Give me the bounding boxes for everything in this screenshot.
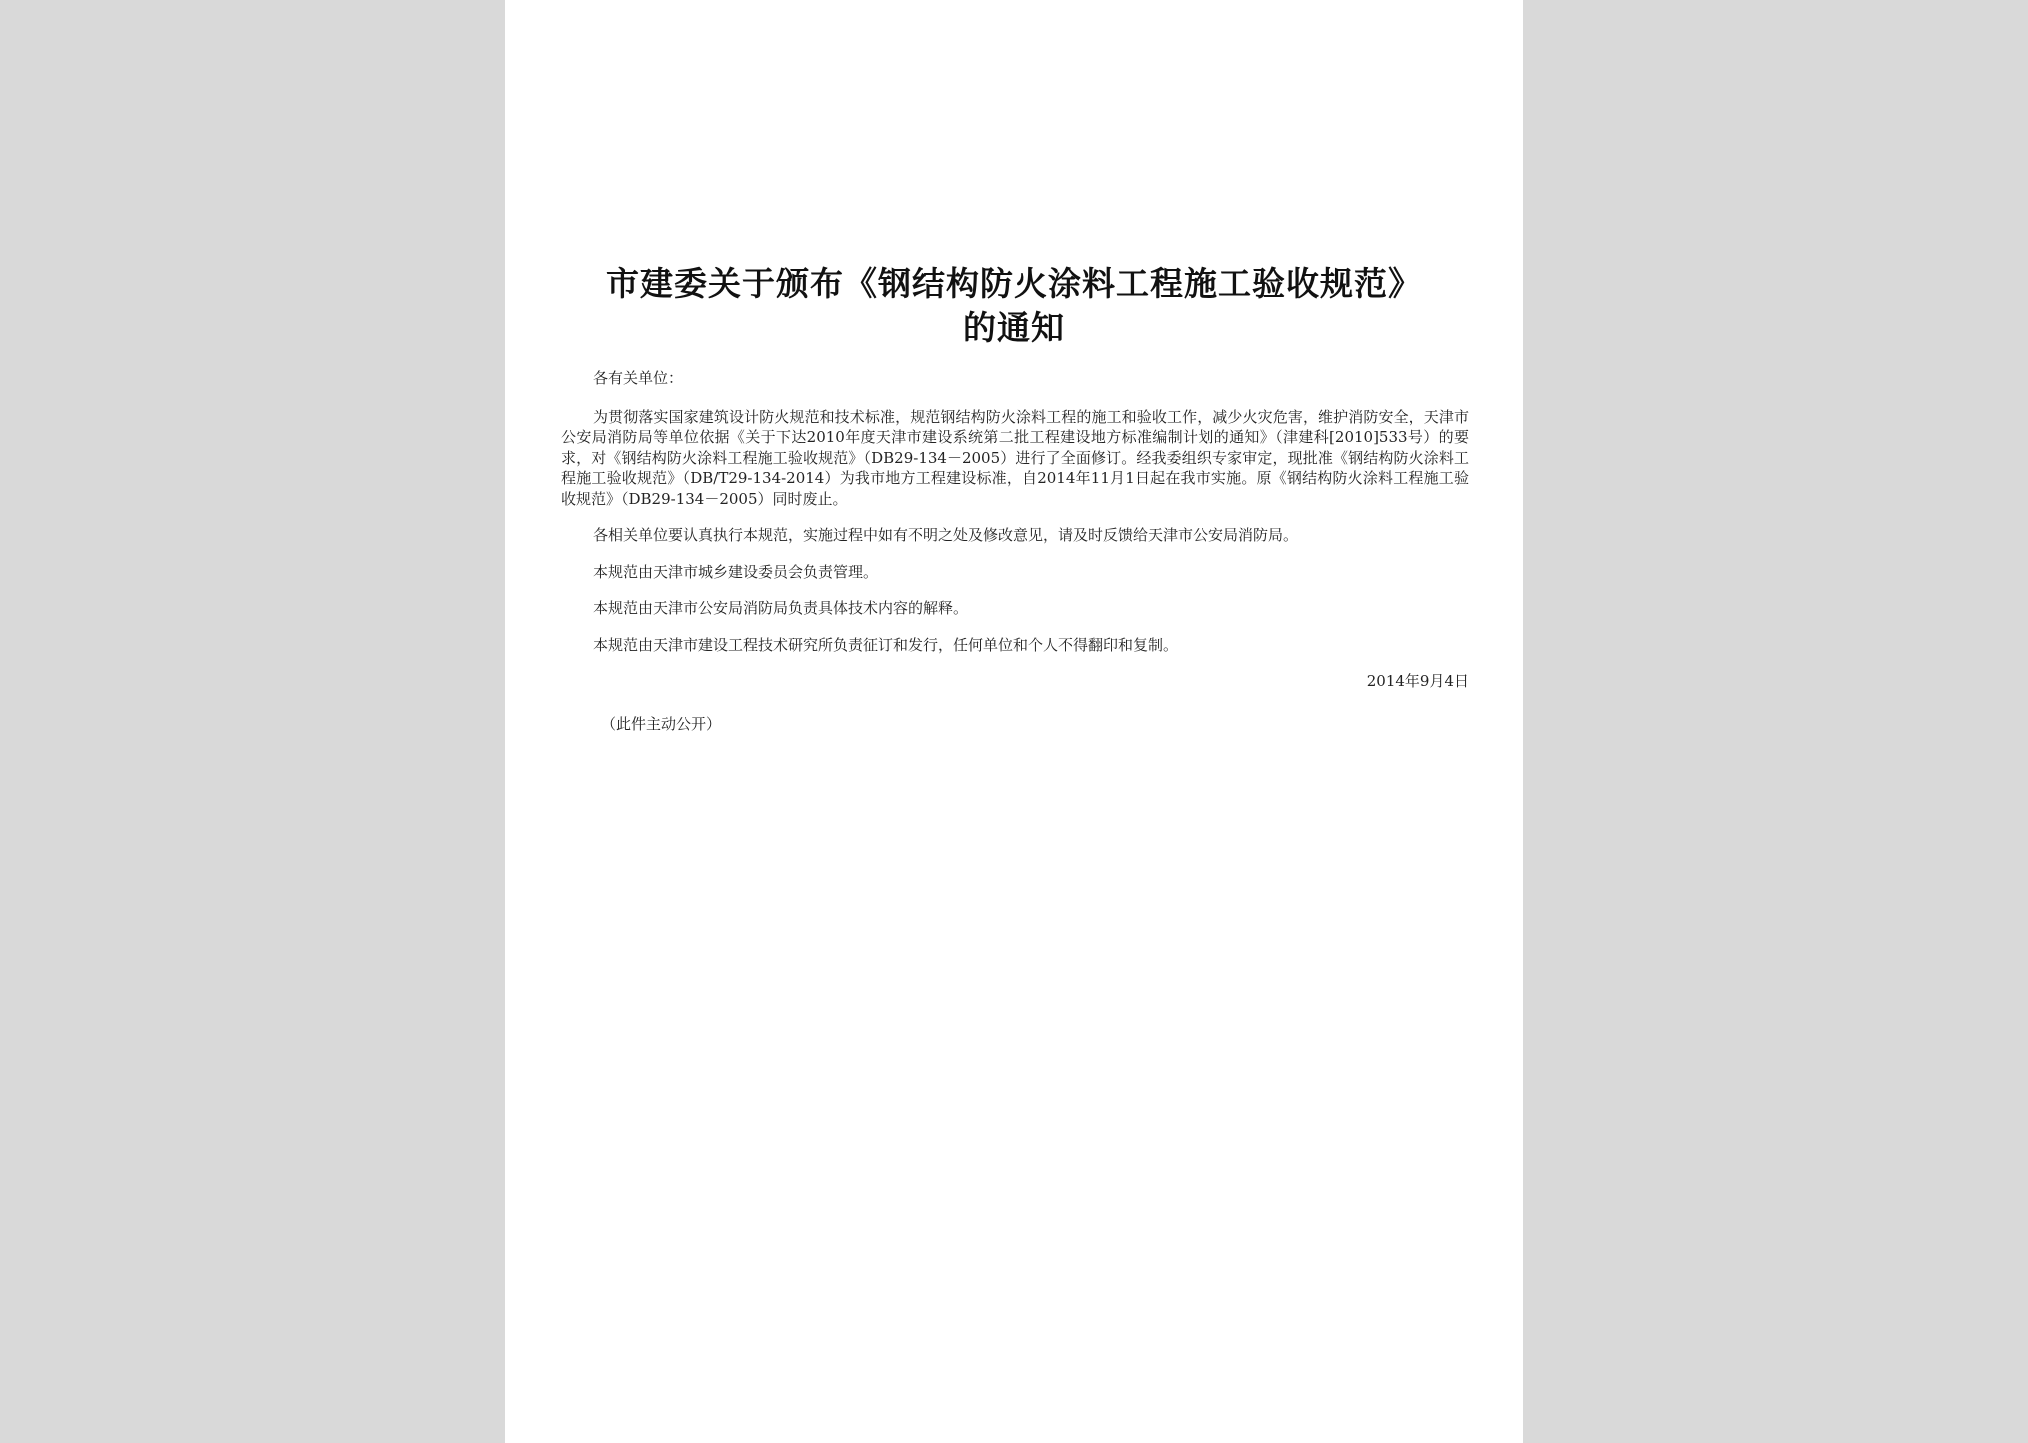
title-line-1: 市建委关于颁布《钢结构防火涂料工程施工验收规范》 [606, 264, 1422, 303]
paragraph-distribution: 本规范由天津市建设工程技术研究所负责征订和发行，任何单位和个人不得翻印和复制。 [593, 635, 1179, 654]
issue-date: 2014年9月4日 [1366, 672, 1469, 690]
title-line-2: 的通知 [963, 308, 1065, 347]
paragraph-execution: 各相关单位要认真执行本规范，实施过程中如有不明之处及修改意见，请及时反馈给天津市公安局消防局。 [593, 526, 1299, 544]
disclosure-note: （此件主动公开） [601, 714, 722, 733]
paragraph-main: 为贯彻落实国家建筑设计防火规范和技术标准，规范钢结构防火涂料工程的施工和验收工作，减少火灾危害，维护消防安全，天津市公安局消防局等单位依据《关于下达2010年度天津市建设系统第二批工程建设地方标准编制计划的通知》（津建科[2010]533号）的要求，对《钢结构防火涂料工程施工验收规范》（DB29-134－2005）进行了全面修订。经我委组织专家审定，现批准《钢结构防火涂料工程施工验收规范》（DB/T29-134-2014）为我市地方工程建设标准，自2014年11月1日起在我市实施。原《钢结构防火涂料工程施工验收规范》（DB29-134－2005）同时废止。 [561, 407, 1469, 508]
paragraph-management: 本规范由天津市城乡建设委员会负责管理。 [593, 562, 879, 581]
document-page [505, 0, 1523, 1443]
salutation: 各有关单位： [593, 369, 684, 387]
document-title [505, 262, 1523, 350]
paragraph-interpretation: 本规范由天津市公安局消防局负责具体技术内容的解释。 [593, 599, 969, 617]
document-body [561, 368, 1469, 734]
